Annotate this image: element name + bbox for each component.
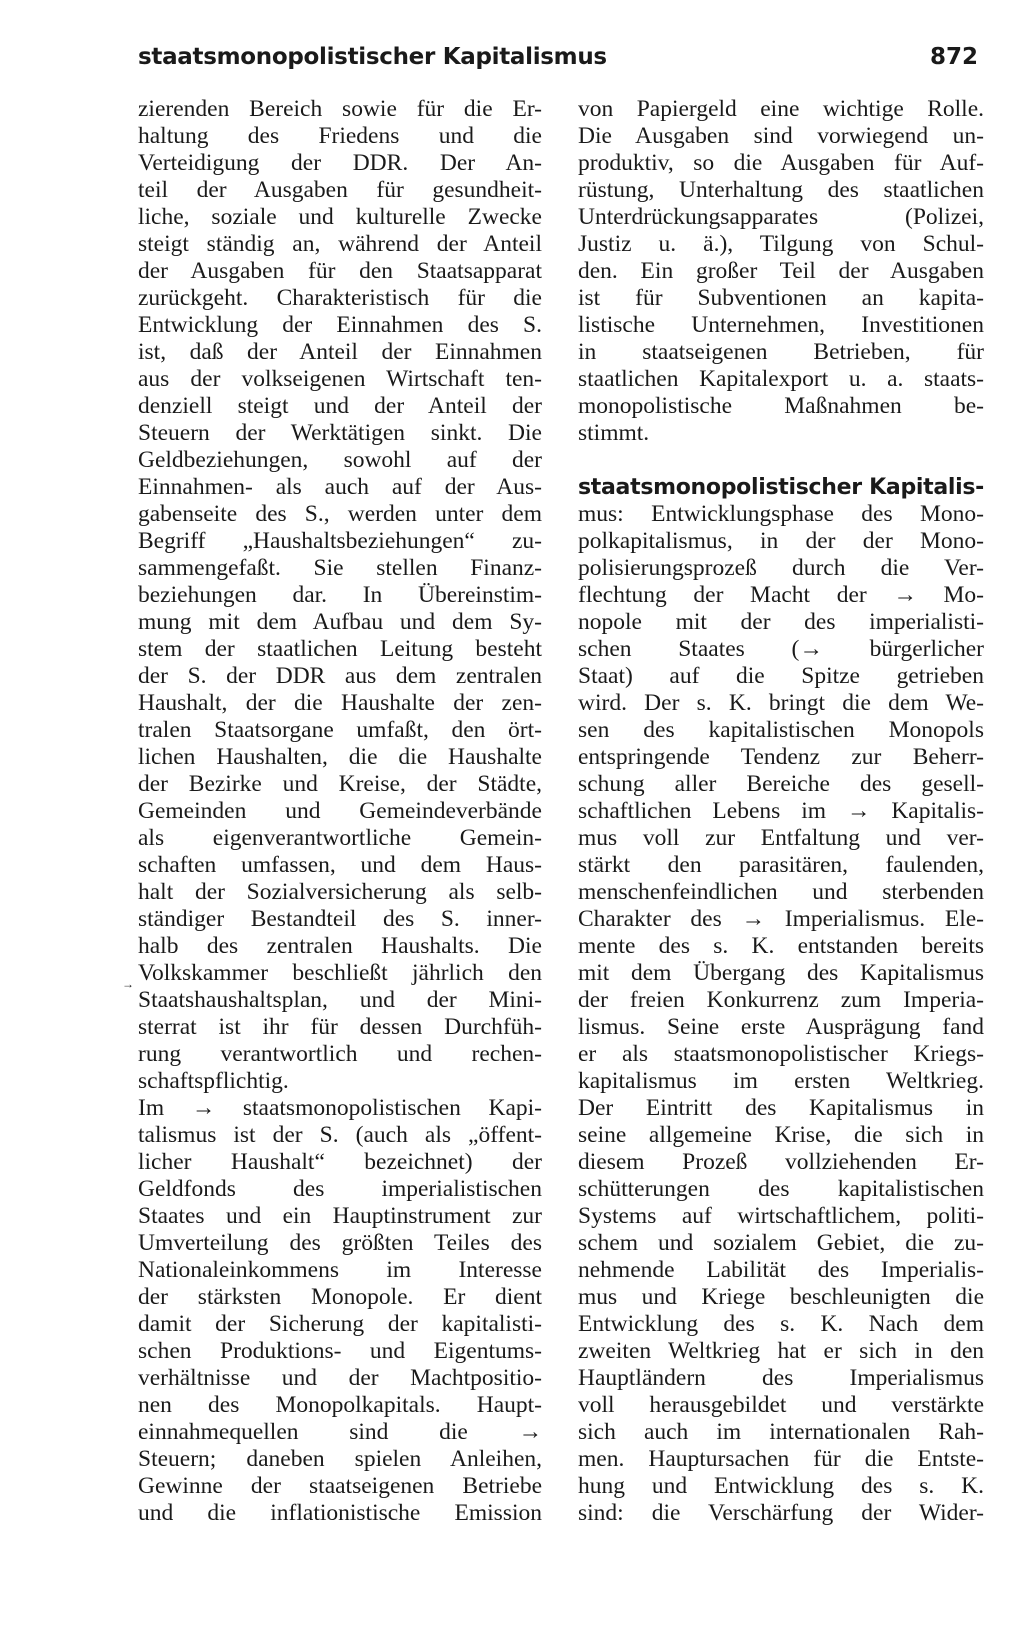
text-line: hung und Entwicklung des s. K.	[578, 1473, 984, 1499]
text-line: schen Staates (→ bürgerlicher	[578, 636, 984, 662]
text-line: schaften umfassen, und dem Haus-	[138, 852, 542, 878]
text-line: gabenseite des S., werden unter dem	[138, 501, 542, 527]
text-line: Steuern; daneben spielen Anleihen,	[138, 1446, 542, 1472]
running-head: staatsmonopolistischer Kapitalismus	[138, 44, 607, 70]
text-line: Gewinne der staatseigenen Betriebe	[138, 1473, 542, 1499]
text-line: menschenfeindlichen und sterbenden	[578, 879, 984, 905]
left-column	[138, 96, 542, 1527]
text-line: men. Hauptursachen für die Entste-	[578, 1446, 984, 1472]
text-line: sen des kapitalistischen Monopols	[578, 717, 984, 743]
page-number: 872	[930, 44, 979, 70]
text-line: ist für Subventionen an kapita-	[578, 285, 984, 311]
text-line: talismus ist der S. (auch als „öffent-	[138, 1122, 542, 1148]
entry-headword: staatsmonopolistischer Kapitalis-	[578, 475, 985, 500]
right-column-continuation	[578, 96, 984, 447]
text-line: teil der Ausgaben für gesundheit-	[138, 177, 542, 203]
text-line: Nationaleinkommens im Interesse	[138, 1257, 542, 1283]
text-line: Gemeinden und Gemeindeverbände	[138, 798, 542, 824]
text-line: flechtung der Macht der → Mo-	[578, 582, 984, 608]
text-line: listische Unternehmen, Investitionen	[578, 312, 984, 338]
text-line: Staat) auf die Spitze getrieben	[578, 663, 984, 689]
text-line: steigt ständig an, während der Anteil	[138, 231, 542, 257]
text-line: Umverteilung des größten Teiles des	[138, 1230, 542, 1256]
text-line: der Bezirke und Kreise, der Städte,	[138, 771, 542, 797]
text-line: stem der staatlichen Leitung besteht	[138, 636, 542, 662]
text-line: verhältnisse und der Machtpositio-	[138, 1365, 542, 1391]
text-line: entspringende Tendenz zur Beherr-	[578, 744, 984, 770]
text-line: sammengefaßt. Sie stellen Finanz-	[138, 555, 542, 581]
text-line: stimmt.	[578, 420, 650, 446]
text-line: er als staatsmonopolistischer Kriegs-	[578, 1041, 984, 1067]
text-line: Staatshaushaltsplan, und der Mini-	[138, 987, 542, 1013]
text-line: sterrat ist ihr für dessen Durchfüh-	[138, 1014, 542, 1040]
text-line: zweiten Weltkrieg hat er sich in den	[578, 1338, 984, 1364]
text-line: haltung des Friedens und die	[138, 123, 542, 149]
text-line: nehmende Labilität des Imperialis-	[578, 1257, 984, 1283]
text-line: ständiger Bestandteil des S. inner-	[138, 906, 542, 932]
text-line: Geldfonds des imperialistischen	[138, 1176, 542, 1202]
text-line: nopole mit der des imperialisti-	[578, 609, 984, 635]
text-line: Verteidigung der DDR. Der An-	[138, 150, 542, 176]
text-line: lichen Haushalten, die die Haushalte	[138, 744, 542, 770]
entry-definition-start: Entwicklungsphase des Mono-	[623, 501, 984, 527]
entry-headword-line	[578, 474, 984, 501]
text-line: Die Ausgaben sind vorwiegend un-	[578, 123, 984, 149]
entry-body	[578, 528, 984, 1527]
text-line: mus und Kriege beschleunigten die	[578, 1284, 984, 1310]
text-line: lismus. Seine erste Ausprägung fand	[578, 1014, 984, 1040]
text-line: Begriff „Haushaltsbeziehungen“ zu-	[138, 528, 542, 554]
text-line: halb des zentralen Haushalts. Die	[138, 933, 542, 959]
text-line: beziehungen dar. In Übereinstim-	[138, 582, 542, 608]
text-line: zurückgeht. Charakteristisch für die	[138, 285, 542, 311]
text-line: schung aller Bereiche des gesell-	[578, 771, 984, 797]
text-line: Justiz u. ä.), Tilgung von Schul-	[578, 231, 984, 257]
text-line: Haushalt, der die Haushalte der zen-	[138, 690, 542, 716]
text-line: Volkskammer beschließt jährlich den	[138, 960, 542, 986]
text-line: Geldbeziehungen, sowohl auf der	[138, 447, 542, 473]
text-line: der Ausgaben für den Staatsapparat	[138, 258, 542, 284]
text-line: mit dem Übergang des Kapitalismus	[578, 960, 984, 986]
text-line: sich auch im internationalen Rah-	[578, 1419, 984, 1445]
right-column	[578, 96, 984, 1527]
text-line: staatlichen Kapitalexport u. a. staats-	[578, 366, 984, 392]
text-line: nen des Monopolkapitals. Haupt-	[138, 1392, 542, 1418]
text-line: von Papiergeld eine wichtige Rolle.	[578, 96, 984, 122]
text-line: Entwicklung des s. K. Nach dem	[578, 1311, 984, 1337]
text-line: Einnahmen- als auch auf der Aus-	[138, 474, 542, 500]
text-line: damit der Sicherung der kapitalisti-	[138, 1311, 542, 1337]
text-line: liche, soziale und kulturelle Zwecke	[138, 204, 542, 230]
text-line: seine allgemeine Krise, die sich in	[578, 1122, 984, 1148]
text-line: voll herausgebildet und verstärkte	[578, 1392, 984, 1418]
text-line: aus der volkseigenen Wirtschaft ten-	[138, 366, 542, 392]
text-line: Charakter des → Imperialismus. Ele-	[578, 906, 984, 932]
text-line: rung verantwortlich und rechen-	[138, 1041, 542, 1067]
text-line: stärkt den parasitären, faulenden,	[578, 852, 984, 878]
text-line: tralen Staatsorgane umfaßt, den ört-	[138, 717, 542, 743]
text-line: der stärksten Monopole. Er dient	[138, 1284, 542, 1310]
text-line: Im → staatsmonopolistischen Kapi-	[138, 1095, 542, 1121]
text-line: wird. Der s. K. bringt die dem We-	[578, 690, 984, 716]
text-line: mung mit dem Aufbau und dem Sy-	[138, 609, 542, 635]
text-line: und die inflationistische Emission	[138, 1500, 542, 1526]
text-line: Der Eintritt des Kapitalismus in	[578, 1095, 984, 1121]
text-line: denziell steigt und der Anteil der	[138, 393, 542, 419]
text-line: schem und sozialem Gebiet, die zu-	[578, 1230, 984, 1256]
text-line: Staates und ein Hauptinstrument zur	[138, 1203, 542, 1229]
cross-reference-arrow-icon: →	[122, 977, 134, 991]
text-line: sind: die Verschärfung der Wider-	[578, 1500, 984, 1526]
text-line: schaftlichen Lebens im → Kapitalis-	[578, 798, 984, 824]
text-line: Entwicklung der Einnahmen des S.	[138, 312, 542, 338]
text-line: schen Produktions- und Eigentums-	[138, 1338, 542, 1364]
text-line: Steuern der Werktätigen sinkt. Die	[138, 420, 542, 446]
text-line: in staatseigenen Betrieben, für	[578, 339, 984, 365]
text-line: schütterungen des kapitalistischen	[578, 1176, 984, 1202]
text-line: den. Ein großer Teil der Ausgaben	[578, 258, 984, 284]
entry-first-line	[578, 501, 984, 528]
text-line: rüstung, Unterhaltung des staatlichen	[578, 177, 984, 203]
text-line: produktiv, so die Ausgaben für Auf-	[578, 150, 984, 176]
text-line: licher Haushalt“ bezeichnet) der	[138, 1149, 542, 1175]
text-line: ist, daß der Anteil der Einnahmen	[138, 339, 542, 365]
text-line: kapitalismus im ersten Weltkrieg.	[578, 1068, 984, 1094]
text-line: schaftspflichtig.	[138, 1068, 289, 1094]
text-line: mus voll zur Entfaltung und ver-	[578, 825, 984, 851]
text-line: Systems auf wirtschaftlichem, politi-	[578, 1203, 984, 1229]
text-line: mente des s. K. entstanden bereits	[578, 933, 984, 959]
entry-headword-end: mus:	[578, 501, 624, 527]
text-line: Unterdrückungsapparates (Polizei,	[578, 204, 984, 230]
text-line: polkapitalismus, in der der Mono-	[578, 528, 984, 554]
text-line: polisierungsprozeß durch die Ver-	[578, 555, 984, 581]
text-line: Hauptländern des Imperialismus	[578, 1365, 984, 1391]
text-line: diesem Prozeß vollziehenden Er-	[578, 1149, 984, 1175]
text-line: einnahmequellen sind die →	[138, 1419, 542, 1445]
text-line: der S. der DDR aus dem zentralen	[138, 663, 542, 689]
text-line: halt der Sozialversicherung als selb-	[138, 879, 542, 905]
text-line: als eigenverantwortliche Gemein-	[138, 825, 542, 851]
text-line: zierenden Bereich sowie für die Er-	[138, 96, 542, 122]
text-line: der freien Konkurrenz zum Imperia-	[578, 987, 984, 1013]
text-line: monopolistische Maßnahmen be-	[578, 393, 984, 419]
